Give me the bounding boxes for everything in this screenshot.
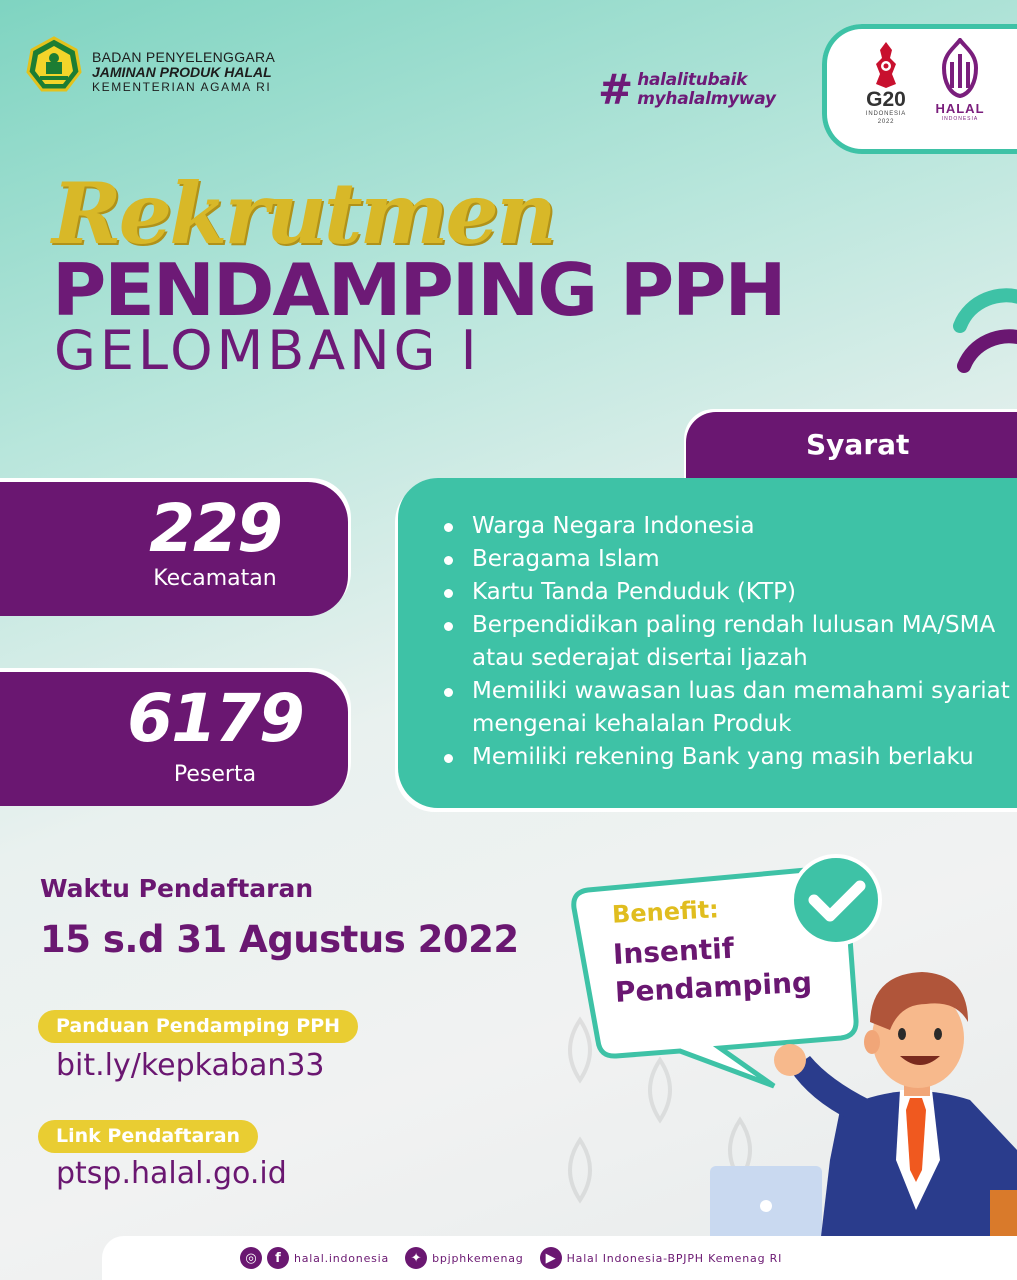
benefit-label: Benefit: — [611, 895, 720, 929]
facebook-icon: f — [267, 1247, 289, 1269]
stat-label-kecamatan: Kecamatan — [153, 566, 277, 591]
benefit-line-2: Pendamping — [614, 965, 813, 1009]
org-line-2: JAMINAN PRODUK HALAL — [92, 64, 272, 80]
businessman-illustration — [700, 960, 1017, 1245]
requirement-item: Memiliki wawasan luas dan memahami syariat mengenai kehalalan Produk — [442, 675, 1012, 741]
org-line-3: KEMENTERIAN AGAMA RI — [92, 80, 272, 94]
title-main: PENDAMPING PPH — [52, 248, 785, 332]
kemenag-emblem-icon — [26, 36, 82, 94]
organization-name — [92, 50, 275, 95]
hashtag-myhalalmyway: myhalalmyway — [637, 89, 776, 109]
title-sub: GELOMBANG I — [54, 319, 481, 382]
requirement-item: Kartu Tanda Penduduk (KTP) — [442, 576, 1012, 609]
halal-mark-icon — [936, 38, 984, 98]
decorative-arcs — [950, 280, 1017, 380]
footer-social-bar — [102, 1236, 1017, 1280]
guide-label-pill: Panduan Pendamping PPH — [38, 1010, 358, 1043]
g20-subtext-2: 2022 — [877, 119, 895, 125]
halal-logo-subtext: INDONESIA — [941, 116, 979, 122]
halal-logo-text: HALAL — [935, 101, 985, 116]
requirement-item: Berpendidikan paling rendah lulusan MA/SMA atau sederajat disertai Ijazah — [442, 609, 1012, 675]
social-youtube[interactable] — [540, 1247, 783, 1269]
social-handle-halal-indonesia: halal.indonesia — [294, 1251, 390, 1265]
hashtag-halalitubaik: halalitubaik — [637, 70, 748, 90]
title-script: Rekrutmen — [52, 164, 554, 263]
guide-link[interactable]: bit.ly/kepkaban33 — [56, 1048, 325, 1083]
hashtag-block — [598, 65, 776, 114]
g20-mark-icon — [866, 40, 906, 90]
hashtag-symbol: # — [598, 65, 634, 114]
registration-link[interactable]: ptsp.halal.go.id — [56, 1156, 287, 1191]
social-twitter[interactable] — [405, 1247, 524, 1269]
social-handle-youtube: Halal Indonesia-BPJPH Kemenag RI — [566, 1251, 783, 1265]
stat-label-peserta: Peserta — [173, 762, 257, 787]
social-instagram-facebook[interactable] — [240, 1247, 389, 1269]
registration-label-pill: Link Pendaftaran — [38, 1120, 258, 1153]
stat-number-peserta: 6179 — [127, 680, 303, 757]
requirement-item: Beragama Islam — [442, 543, 1012, 576]
halal-indonesia-logo — [932, 38, 988, 138]
stat-number-kecamatan: 229 — [149, 490, 281, 567]
social-handle-bpjphkemenag: bpjphkemenag — [432, 1251, 524, 1265]
requirement-item: Warga Negara Indonesia — [442, 510, 1012, 543]
registration-period-dates: 15 s.d 31 Agustus 2022 — [40, 918, 519, 961]
syarat-heading: Syarat — [806, 428, 910, 461]
registration-period-label: Waktu Pendaftaran — [40, 874, 314, 903]
requirement-item: Memiliki rekening Bank yang masih berlaku — [442, 741, 1012, 774]
twitter-icon: ✦ — [405, 1247, 427, 1269]
g20-text: G20 — [866, 88, 906, 111]
org-line-1: BADAN PENYELENGGARA — [92, 49, 276, 65]
youtube-icon: ▶ — [540, 1247, 562, 1269]
g20-subtext-1: INDONESIA — [865, 111, 907, 117]
g20-logo — [852, 40, 920, 140]
benefit-line-1: Insentif — [612, 931, 735, 971]
instagram-icon: ◎ — [240, 1247, 262, 1269]
requirements-list — [442, 510, 1012, 774]
